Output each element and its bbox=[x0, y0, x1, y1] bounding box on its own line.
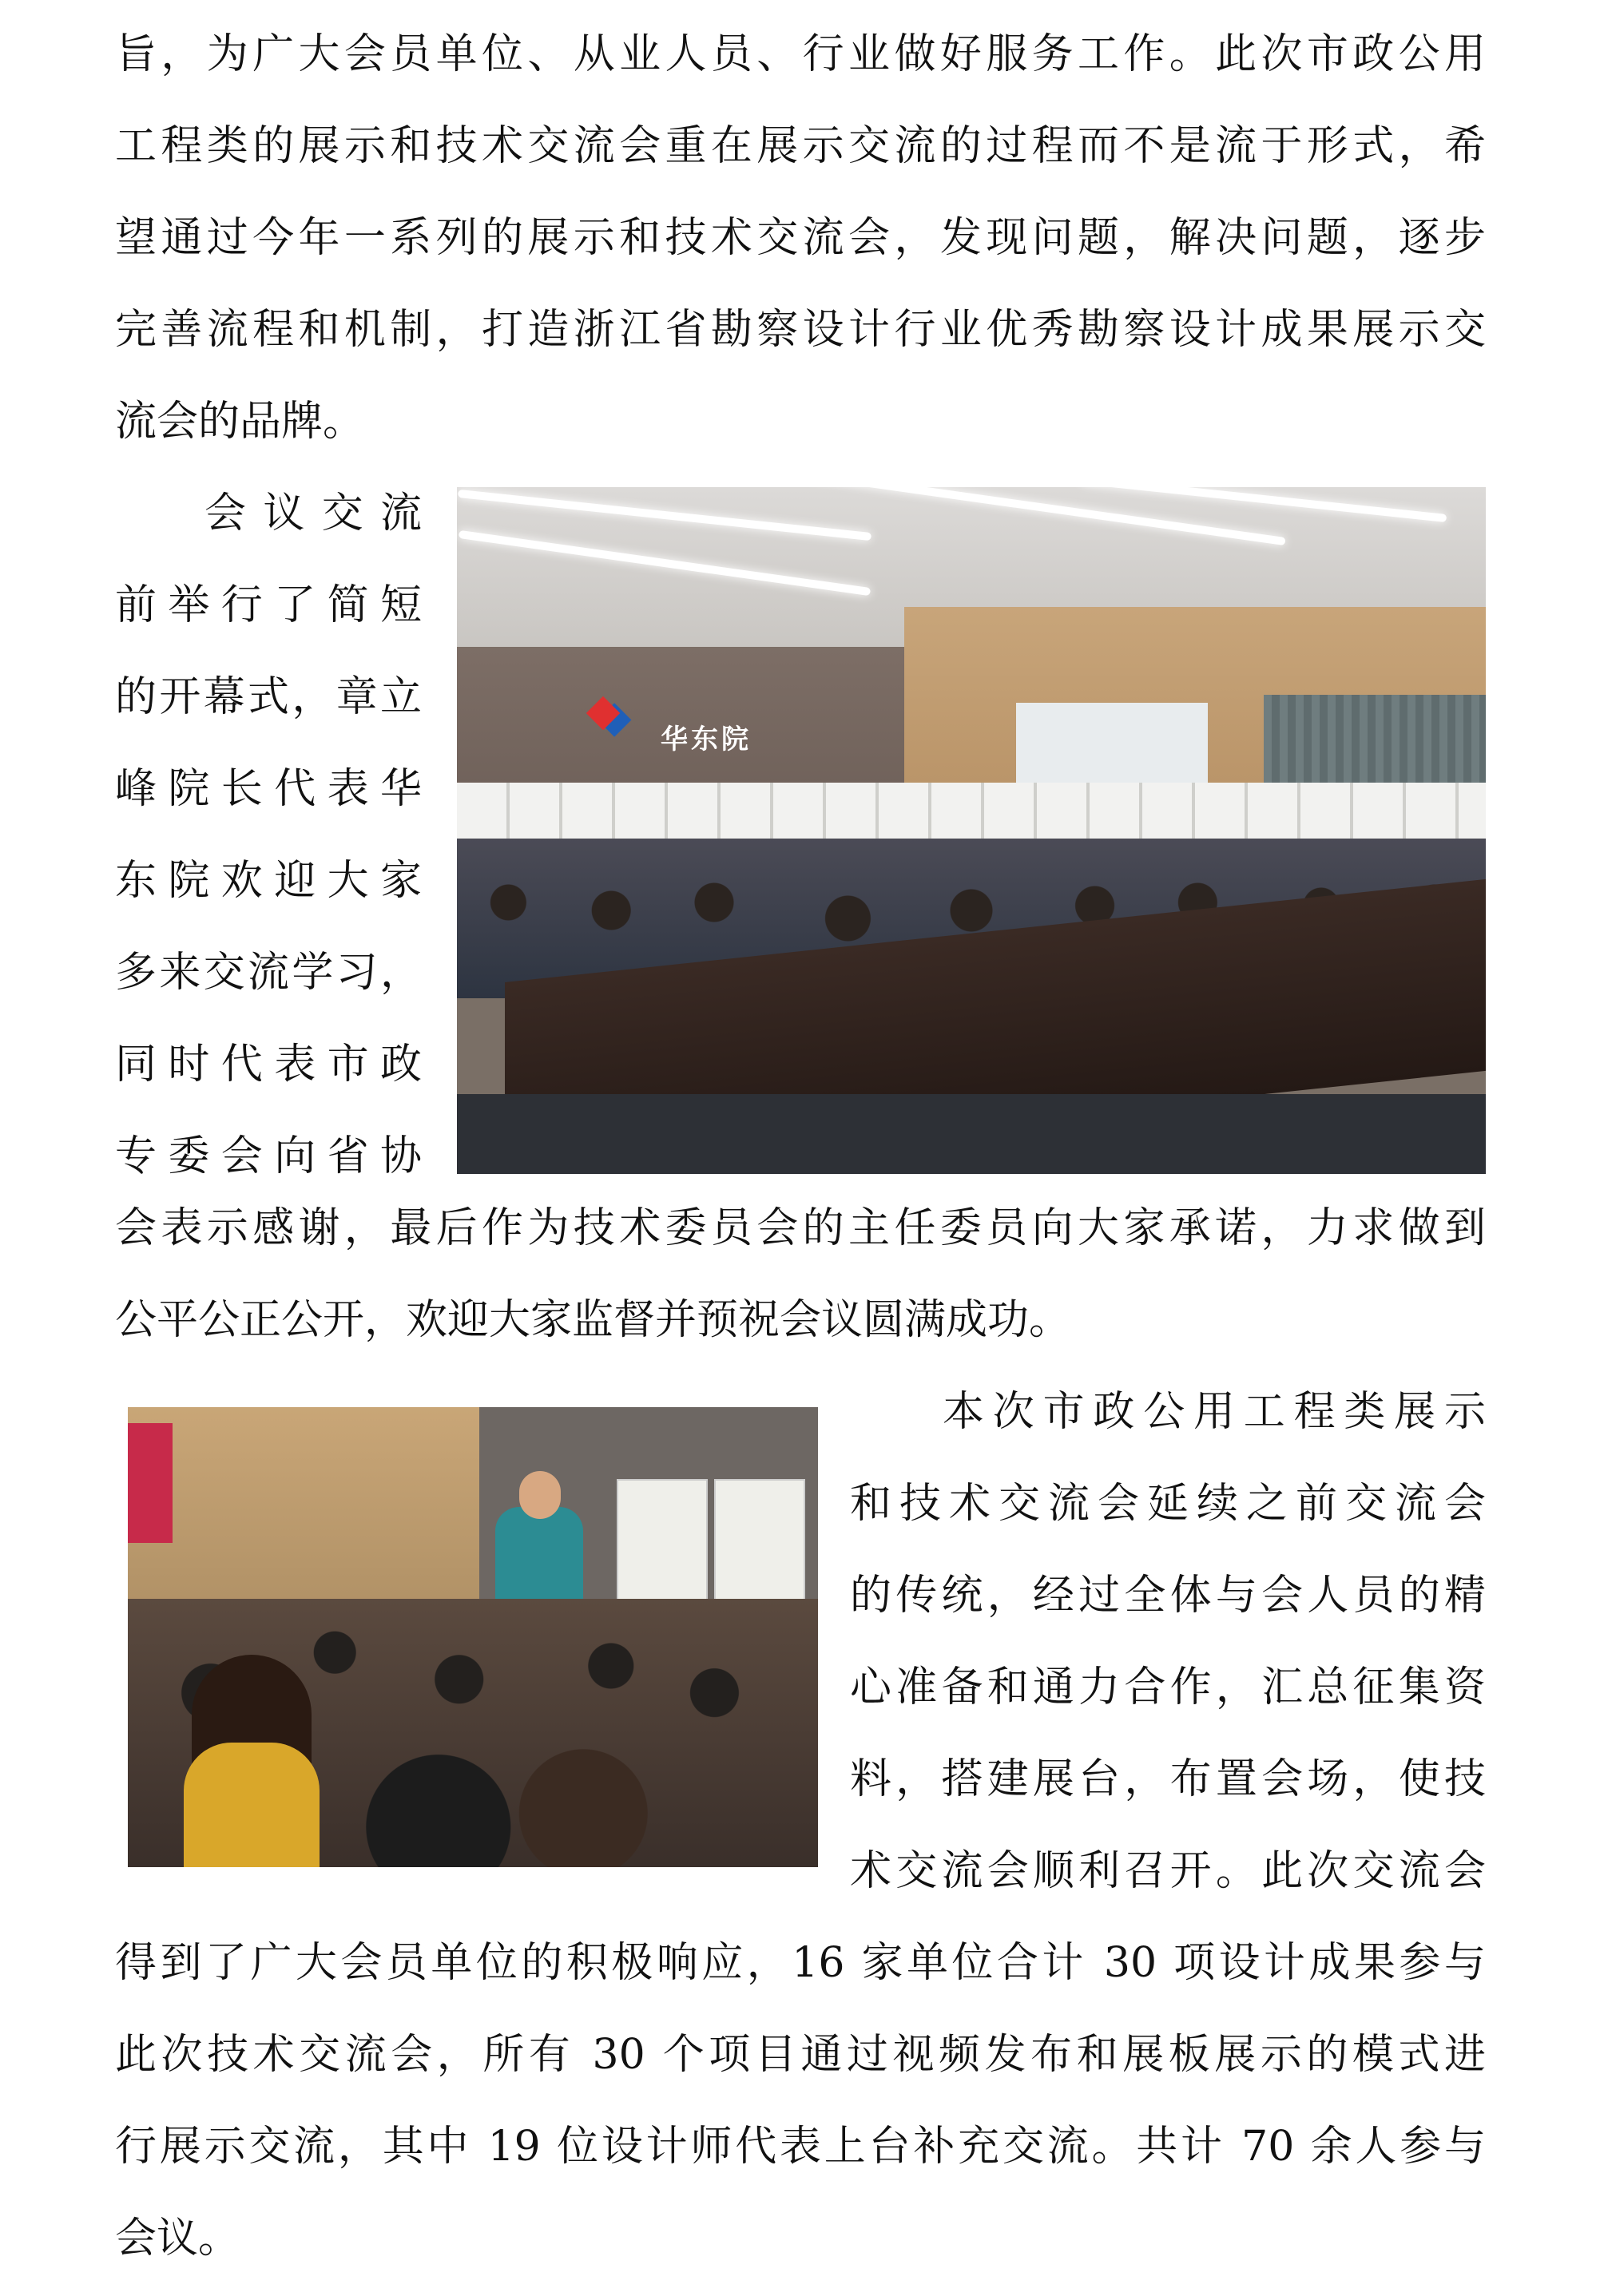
text-line: 行展示交流，其中 19 位设计师代表上台补充交流。共计 70 余人参与 bbox=[115, 2123, 1486, 2171]
text-line: 此次技术交流会，所有 30 个项目通过视频发布和展板展示的模式进 bbox=[115, 2031, 1486, 2079]
floor bbox=[457, 1094, 1486, 1174]
text-line: 旨，为广大会员单位、从业人员、行业做好服务工作。此次市政公用 bbox=[115, 30, 1486, 78]
text-line: 专委会向省协 bbox=[115, 1132, 422, 1180]
text-line: 工程类的展示和技术交流会重在展示交流的过程而不是流于形式，希 bbox=[115, 122, 1486, 170]
text-line: 和技术交流会延续之前交流会 bbox=[850, 1480, 1486, 1528]
display-board bbox=[617, 1479, 708, 1602]
text-line: 峰院长代表华 bbox=[115, 765, 422, 813]
text-line: 完善流程和机制，打造浙江省勘察设计行业优秀勘察设计成果展示交 bbox=[115, 306, 1486, 354]
speaker-photo bbox=[128, 1407, 818, 1867]
text-line: 同时代表市政 bbox=[115, 1041, 422, 1089]
display-board bbox=[714, 1479, 805, 1602]
text-line: 的开幕式，章立 bbox=[115, 673, 422, 721]
text-line: 心准备和通力合作，汇总征集资 bbox=[850, 1664, 1486, 1711]
conference-photo bbox=[457, 487, 1486, 1174]
text-line: 多来交流学习， bbox=[115, 949, 422, 997]
attendee-yellow-dress bbox=[184, 1743, 320, 1867]
screen bbox=[128, 1423, 173, 1543]
text-line: 前举行了简短 bbox=[115, 581, 422, 629]
text-line: 东院欢迎大家 bbox=[115, 857, 422, 905]
text-line: 得到了广大会员单位的积极响应，16 家单位合计 30 项设计成果参与 bbox=[115, 1939, 1486, 1987]
text-line: 本次市政公用工程类展示 bbox=[943, 1388, 1486, 1436]
text-line: 的传统，经过全体与会人员的精 bbox=[850, 1572, 1486, 1620]
text-line: 会表示感谢，最后作为技术委员会的主任委员向大家承诺，力求做到 bbox=[115, 1204, 1486, 1252]
speaker-head bbox=[519, 1471, 561, 1519]
company-logo-text: 华东院 bbox=[661, 724, 752, 755]
text-line: 流会的品牌。 bbox=[115, 398, 365, 446]
text-line: 会议交流 bbox=[204, 490, 422, 537]
text-line: 料，搭建展台，布置会场，使技 bbox=[850, 1755, 1486, 1803]
text-line: 术交流会顺利召开。此次交流会 bbox=[850, 1847, 1486, 1895]
text-line: 会议。 bbox=[115, 2215, 240, 2262]
text-line: 公平公正公开，欢迎大家监督并预祝会议圆满成功。 bbox=[115, 1296, 1071, 1344]
text-line: 望通过今年一系列的展示和技术交流会，发现问题，解决问题，逐步 bbox=[115, 214, 1486, 262]
